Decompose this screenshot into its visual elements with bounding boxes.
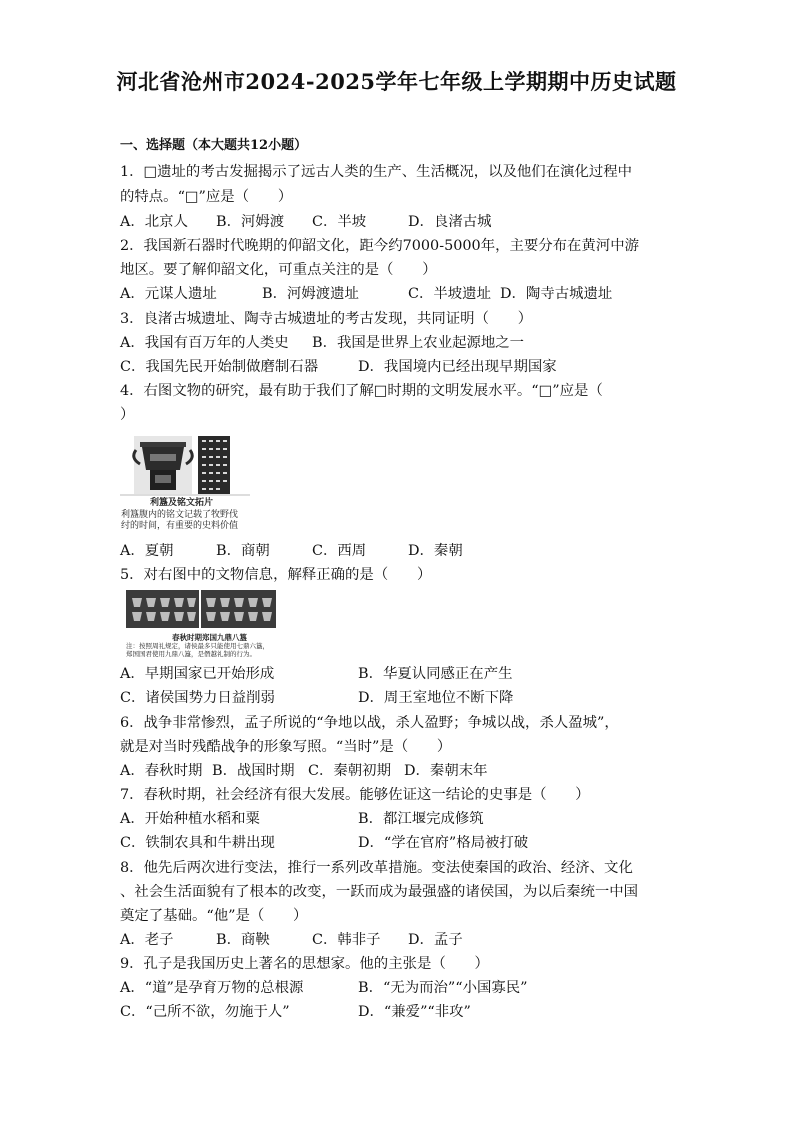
q2-option-b: B．河姆渡遗址 [262,286,359,302]
q6-stem-line2: 就是对当时残酷战争的形象写照。“当时”是（ ） [120,739,452,755]
q3-stem-line1: 3．良渚古城遗址、陶寺古城遗址的考古发现，共同证明（ ） [120,311,533,327]
q2-stem-line2: 地区。要了解仰韶文化，可重点关注的是（ ） [120,262,437,278]
q4-option-c: C．西周 [312,543,367,559]
q8-stem-line2: 、社会生活面貌有了根本的改变，一跃而成为最强盛的诸侯国，为以后秦统一中国 [120,884,639,900]
q4-caption-line2: 纣的时间，有重要的史料价值 [121,521,239,531]
q1-option-c: C．半坡 [312,214,367,230]
q5-caption-title: 春秋时期郑国九鼎八簋 [172,633,247,642]
q4-option-d: D．秦朝 [408,543,463,559]
q5-stem-line1: 5．对右图中的文物信息，解释正确的是（ ） [120,567,432,583]
q8-option-a: A．老子 [120,932,174,948]
q7-option-a: A．开始种植水稻和粟 [120,811,260,827]
q4-caption-line1: 利簋腹内的铭文记载了牧野伐 [121,510,239,520]
section-heading: 一、选择题（本大题共12小题） [120,138,308,153]
q2-stem-line1: 2．我国新石器时代晚期的仰韶文化，距今约7000-5000年，主要分布在黄河中游 [120,238,639,254]
q8-option-d: D．孟子 [408,932,463,948]
q1-stem-line1: 1．□遗址的考古发掘揭示了远古人类的生产、生活概况，以及他们在演化过程中 [120,164,633,180]
q6-option-b: B．战国时期 [212,763,295,779]
q5-option-c: C．诸侯国势力日益削弱 [120,690,275,706]
q4-caption-title: 利簋及铭文拓片 [150,498,214,508]
q5-caption-line2: 郑国国君使用九鼎八簋，是僭越礼制的行为。 [126,650,256,658]
q3-option-a: A．我国有百万年的人类史 [120,335,289,351]
q5-option-d: D．周王室地位不断下降 [358,690,514,706]
q4-stem-line2: ） [120,407,135,423]
q1-option-a: A．北京人 [120,214,188,230]
q1-stem-line2: 的特点。“□”应是（ ） [120,189,293,205]
q7-option-d: D．“学在官府”格局被打破 [358,835,529,851]
q1-option-d: D．良渚古城 [408,214,492,230]
q1-option-b: B．河姆渡 [216,214,285,230]
q9-option-a: A．“道”是孕育万物的总根源 [120,980,304,996]
q4-option-a: A．夏朝 [120,543,174,559]
q6-stem-line1: 6．战争非常惨烈，孟子所说的“争地以战，杀人盈野；争城以战，杀人盈城”， [120,715,619,731]
q8-option-b: B．商鞅 [216,932,270,948]
q7-option-c: C．铁制农具和牛耕出现 [120,835,275,851]
q3-option-c: C．我国先民开始制做磨制石器 [120,359,319,375]
q6-option-d: D．秦朝末年 [404,763,488,779]
q9-option-c: C．“己所不欲，勿施于人” [120,1004,290,1020]
q8-stem-line3: 奠定了基础。“他”是（ ） [120,908,308,924]
q9-stem-line1: 9．孔子是我国历史上著名的思想家。他的主张是（ ） [120,956,489,972]
q5-option-b: B．华夏认同感正在产生 [358,666,513,682]
q6-option-a: A．春秋时期 [120,763,203,779]
q9-option-d: D．“兼爱”“非攻” [358,1004,471,1020]
q4-option-b: B．商朝 [216,543,270,559]
q5-option-a: A．早期国家已开始形成 [120,666,275,682]
q9-option-b: B．“无为而治”“小国寡民” [358,980,528,996]
page-title: 河北省沧州市2024-2025学年七年级上学期期中历史试题 [116,69,677,94]
q2-option-a: A．元谋人遗址 [120,286,217,302]
q2-option-d: D．陶寺古城遗址 [500,286,613,302]
q7-option-b: B．都江堰完成修筑 [358,811,484,827]
q3-option-b: B．我国是世界上农业起源地之一 [312,335,525,351]
q2-option-c: C．半坡遗址 [408,286,491,302]
q7-stem-line1: 7．春秋时期，社会经济有很大发展。能够佐证这一结论的史事是（ ） [120,787,590,803]
q8-stem-line1: 8．他先后两次进行变法，推行一系列改革措施。变法使秦国的政治、经济、文化 [120,860,633,876]
q6-option-c: C．秦朝初期 [308,763,391,779]
q8-option-c: C．韩非子 [312,932,381,948]
q5-caption-line1: 注：按照周礼规定，诸侯最多只能使用七鼎六簋， [126,642,269,650]
q3-option-d: D．我国境内已经出现早期国家 [358,359,557,375]
q4-stem-line1: 4．右图文物的研究，最有助于我们了解□时期的文明发展水平。“□”应是（ [120,383,603,399]
